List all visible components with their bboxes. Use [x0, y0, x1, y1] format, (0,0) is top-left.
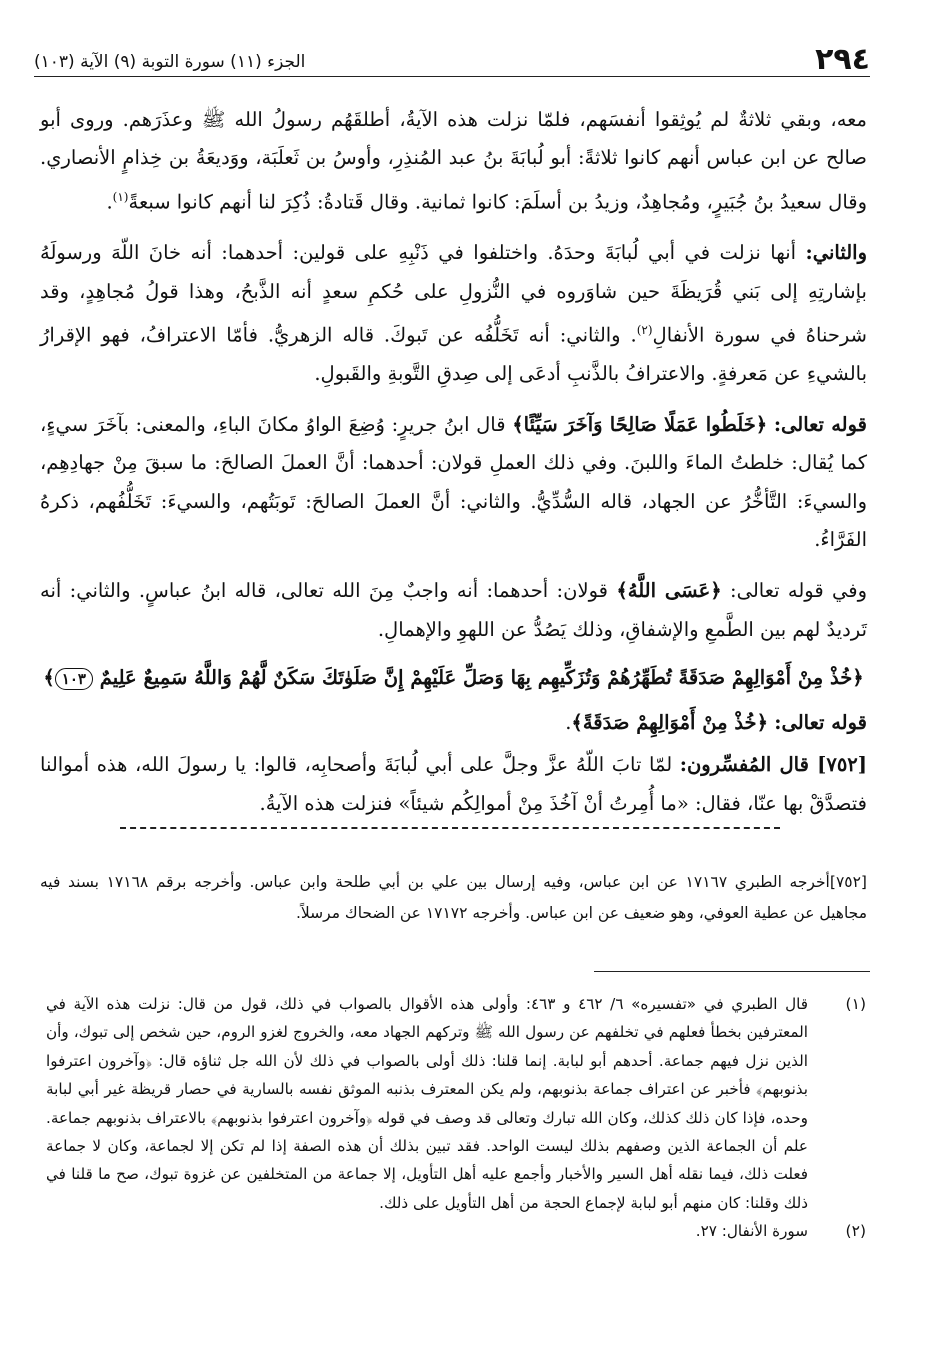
- paragraph-4-lead: وفي قوله تعالى:: [730, 579, 867, 603]
- verse-text: ﴿خُذْ مِنْ أَمْوَالِهِمْ صَدَقَةً تُطَهِّرُهُمْ وَتُزَكِّيهِم بِهَا وَصَلِّ عَلَيْهِمْ إِنَّ صَلَوٰتَكَ سَكَنٌ لَّهُمْ وَاللَّهُ سَمِيعٌ عَلِيمٌ: [99, 665, 864, 689]
- verse-number-badge: ١٠٣: [55, 668, 93, 690]
- paragraph-2: [40, 234, 867, 393]
- footnote-number: (١): [845, 995, 866, 1013]
- footnote-ref-1[interactable]: (١): [112, 189, 129, 204]
- paragraph-6-lead: [٧٥٢] قال المُفسِّرون:: [679, 753, 867, 777]
- paragraph-2-lead: والثاني:: [805, 241, 867, 265]
- dashed-separator: [120, 827, 780, 829]
- hadith-note-lead: [٧٥٢]: [829, 873, 867, 891]
- footnote-ref-2[interactable]: (٢): [636, 322, 653, 337]
- header-rule: [34, 76, 870, 77]
- hadith-note: [40, 867, 867, 928]
- paragraph-6: [40, 746, 867, 823]
- footnote-text: قال الطبري في «تفسيره» ٦/ ٤٦٢ و ٤٦٣: وأولى هذه الأقوال بالصواب في ذلك، قول من قال: نزلت هذه الآية في المعترفين بخطأ فعلهم في تخلفهم عن رسول الله ﷺ وتركهم الجهاد معه، والخروج لغزو الروم، حين شخص إلى تبوك، وأن الذين نزل فيهم جماعة. أحدهم أبو لبابة. إنما قلنا: ذلك أولى بالصواب في ذلك لأن الله جل ثناؤه قال: ﴿وآخرون اعترفوا بذنوبهم﴾ فأخبر عن اعتراف جماعة بذنوبهم، ولم يكن المعترف بذنبه الموثق نفسه بالسارية في حصار قريظة غير أبي لبابة وحده، فإذا كان ذلك كذلك، وكان الله تبارك وتعالى قد وصف في قوله ﴿وآخرون اعترفوا بذنوبهم﴾ بالاعتراف بذنوبهم جماعة. علم أن الجماعة الذين وصفهم بذلك ليست الواحد. فقد تبين بذلك أن هذه الصفة إذا لم تكن إلا لجماعة، وكان لا جماعة فعلت ذلك، فيما نقله أهل السير والأخبار وأجمع عليه أهل التأويل، إلا جماعة من المتخلفين عن غزوة تبوك، صح ما قلنا في ذلك وقلنا: كان منهم أبو لبابة لإجماع الحجة من أهل التأويل على ذلك.: [46, 995, 809, 1212]
- paragraph-5-lead: قوله تعالى:: [774, 711, 867, 735]
- footnote-number: (٢): [845, 1222, 866, 1241]
- paragraph-6-text: لمّا تابَ اللّهُ عزَّ وجلَّ على أبي لُبابَةَ وأصحابِه، قالوا: يا رسولَ الله، هذه أموالنا فتصدَّقْ بها عنّا، فقال: «ما أُمِرتُ أنْ آخُذَ مِنْ أموالِكُم شيئاً» فنزلت هذه الآيةُ.: [40, 753, 867, 815]
- verse-block: [40, 659, 867, 697]
- main-text: [40, 101, 867, 829]
- quran-quote: ﴿خَلَطُوا عَمَلًا صَالِحًا وَآخَرَ سَيِّئًا﴾: [512, 413, 768, 437]
- page-header: [34, 40, 870, 80]
- paragraph-1: معه، وبقي ثلاثةٌ لم يُوثِقوا أنفسَهم، فلمّا نزلت هذه الآيةُ، أطلقَهُم رسولُ الله ﷺ وعذَرَهم. وروى أبو صالح عن ابن عباس أنهم كانوا ثلاثةً: أبو لُبابَةَ بنُ عبد المُنذِرِ، وأوسُ بن ثَعلَبَة، ووَديعَةُ بن خِذامٍ الأنصاري. وقال سعيدُ بنُ جُبَيرٍ، ومُجاهِدٌ، وزيدُ بن أسلَمَ: كانوا ثمانية. وقال قَتادةُ: ذُكِرَ لنا أنهم كانوا سبعةً$^{(١)}$.: [40, 108, 867, 214]
- paragraph-1-text: معه، وبقي ثلاثةٌ لم يُوثِقوا أنفسَهم، فلمّا نزلت هذه الآيةُ، أطلقَهُم رسولُ الله ﷺ وعذَرَهم. وروى أبو صالح عن ابن عباس أنهم كانوا ثلاثةً: أبو لُبابَةَ بنُ عبد المُنذِرِ، وأوسُ بن ثَعلَبَة، ووَديعَةُ بن خِذامٍ الأنصاري. وقال سعيدُ بنُ جُبَيرٍ، ومُجاهِدٌ، وزيدُ بن أسلَمَ: كانوا ثمانية. وقال قَتادةُ: ذُكِرَ لنا أنهم كانوا سبعةً: [40, 108, 867, 214]
- paragraph-5-tail: .: [565, 711, 572, 735]
- quran-quote: ﴿خُذْ مِنْ أَمْوَالِهِمْ صَدَقَةً﴾: [571, 711, 769, 735]
- paragraph-4-text: قولان: أحدهما: أنه واجبٌ مِنَ الله تعالى، قاله ابنُ عباسٍ. والثاني: أنه تَرديدٌ لهم بين الطَّمعِ والإشفاقِ، وذلك يَصُدُّ عن اللهوِ والإهمالِ.: [40, 579, 867, 641]
- hadith-note-body: أخرجه الطبري ١٧١٦٧ عن ابن عباس، وفيه إرسال بين علي بن أبي طلحة وابن عباس. وأخرجه برقم ١٧١٦٨ بسند فيه مجاهيل عن عطية العوفي، وهو ضعيف عن ابن عباس. وأخرجه ١٧١٧٢ عن الضحاك مرسلاً.: [40, 873, 867, 922]
- page-number: ٢٩٤: [815, 42, 870, 77]
- paragraph-2-tail: . والثاني: أنه تَخَلُّفُه عن تَبوكَ. قاله الزهريُّ. فأمّا الاعترافُ، فهو الإقرارُ بالشيءِ عن مَعرفةٍ. والاعترافُ بالذَّنبِ أدعَى إلى صِدقِ التَّوبةِ والقَبولِ.: [40, 323, 867, 385]
- paragraph-3: [40, 406, 867, 559]
- running-head: الجزء (١١) سورة التوبة (٩) الآية (١٠٣): [34, 52, 306, 72]
- footnote-text: سورة الأنفال: ٢٧.: [695, 1222, 808, 1241]
- paragraph-4: [40, 572, 867, 649]
- hadith-note-text: [40, 867, 867, 928]
- footnote-rule: [594, 971, 870, 972]
- paragraph-3-lead: قوله تعالى:: [773, 413, 867, 437]
- paragraph-3-text: قال ابنُ جريرٍ: وُضِعَ الواوُ مكانَ الباءِ، والمعنى: بآخَرَ سيءٍ، كما يُقال: خلطتُ الماءَ واللبنَ. وفي ذلك العملِ قولان: أحدهما: أنَّ العملَ الصالحَ: ما سبقَ مِنْ جهادِهِم، والسيءَ: التَّأخُّرُ عن الجهاد، قاله السُّدِّيُّ. والثاني: أنَّ العملَ الصالحَ: تَوبَتُهم، والسيءَ: تَخَلُّفُهم، ذكرهُ الفَرَّاءُ.: [40, 413, 867, 551]
- verse-close: ﴾: [43, 665, 55, 689]
- paragraph-2-text: أنها نزلت في أبي لُبابَةَ وحدَهُ. واختلفوا في ذَنْبِهِ على قولين: أحدهما: أنه خانَ اللّهَ ورسولَهُ بإشارتِهِ إلى بَني قُرَيظَةَ حين شاوَروه في النُّزولِ على حُكمِ سعدٍ أنه الذَّبحُ، وهذا قولُ مُجاهِدٍ، وقد شرحناهُ في سورة الأنفالِ: [40, 241, 867, 347]
- quran-quote: ﴿عَسَى اللَّهُ﴾: [616, 579, 722, 603]
- footnote-1: [46, 990, 866, 1217]
- paragraph-5: [40, 704, 867, 742]
- footnote-2: [46, 1217, 866, 1245]
- footnotes: [46, 990, 866, 1246]
